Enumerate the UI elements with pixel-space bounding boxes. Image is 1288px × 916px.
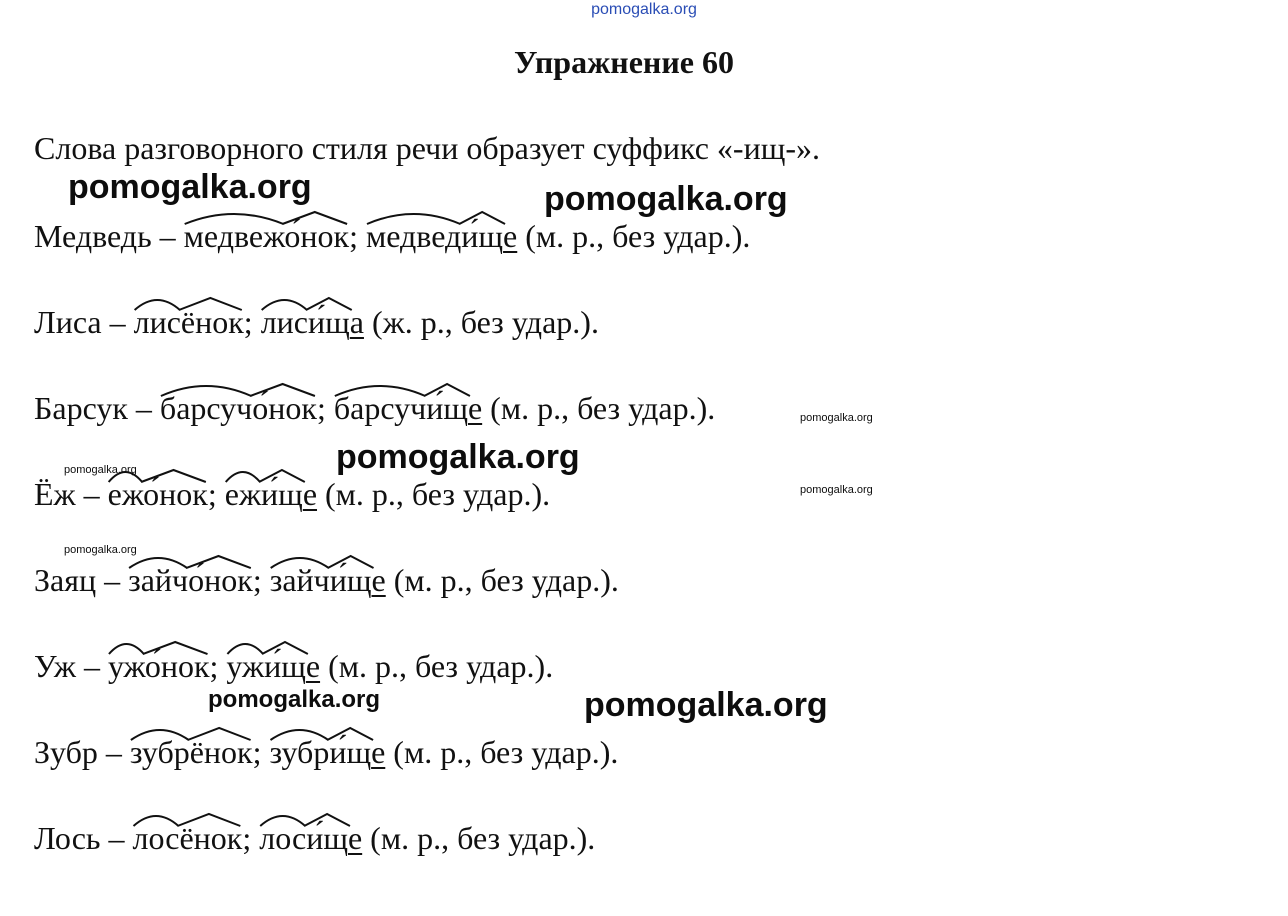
- word-suffix: и́щ: [329, 562, 372, 598]
- separator: ;: [316, 390, 334, 426]
- line-head: Лиса –: [34, 304, 134, 340]
- augmentative-word: [366, 218, 517, 255]
- example-line: [34, 390, 715, 427]
- word-suffix: о́: [252, 390, 269, 426]
- diminutive-word: [128, 562, 253, 599]
- word-suffix: о́: [144, 648, 161, 684]
- word-root: барсуч: [333, 390, 427, 426]
- word-suffix-rest: нок: [195, 304, 244, 340]
- augmentative-word: [225, 476, 317, 513]
- word-suffix-rest: нок: [193, 820, 243, 856]
- watermark: pomogalka.org: [584, 686, 828, 724]
- separator: ;: [252, 562, 270, 598]
- diminutive-word: [184, 218, 349, 255]
- word-ending: а: [349, 304, 364, 340]
- word-ending: е: [467, 390, 483, 426]
- word-suffix: о́: [188, 562, 205, 598]
- separator: ;: [242, 820, 260, 856]
- diminutive-word: [130, 734, 253, 771]
- word-ending: е: [503, 218, 518, 254]
- word-suffix-rest: нок: [300, 218, 350, 254]
- word-suffix: и́щ: [426, 390, 468, 426]
- word-suffix-rest: нок: [268, 390, 317, 426]
- word-suffix-rest: нок: [159, 476, 208, 512]
- word-suffix: и́щ: [264, 648, 306, 684]
- watermark: pomogalka.org: [544, 180, 788, 218]
- augmentative-word: [259, 820, 362, 857]
- line-head: Барсук –: [34, 390, 160, 426]
- line-tail: (м. р., без удар.).: [362, 820, 596, 856]
- word-suffix: и́щ: [461, 218, 504, 254]
- line-head: Зубр –: [34, 734, 130, 770]
- word-ending: е: [305, 648, 321, 684]
- word-root: лос: [259, 820, 307, 856]
- word-root: зайч: [269, 562, 330, 598]
- line-tail: (м. р., без удар.).: [482, 390, 716, 426]
- diminutive-word: [108, 648, 210, 685]
- separator: ;: [209, 648, 227, 684]
- example-line: [34, 218, 750, 255]
- word-suffix: о́: [143, 476, 160, 512]
- line-head: Лось –: [34, 820, 133, 856]
- word-root: еж: [224, 476, 262, 512]
- watermark: pomogalka.org: [800, 412, 873, 424]
- word-suffix: ё: [179, 820, 194, 856]
- word-root: зубр: [269, 734, 330, 770]
- diminutive-word: [160, 390, 317, 427]
- line-tail: (м. р., без удар.).: [385, 562, 619, 598]
- word-root: зубр: [129, 734, 190, 770]
- word-root: медвеж: [183, 218, 285, 254]
- line-head: Медведь –: [34, 218, 184, 254]
- diminutive-word: [108, 476, 208, 513]
- augmentative-word: [334, 390, 482, 427]
- word-root: лис: [260, 304, 308, 340]
- augmentative-word: [270, 562, 386, 599]
- word-ending: е: [302, 476, 318, 512]
- separator: ;: [207, 476, 225, 512]
- word-suffix: о́: [284, 218, 301, 254]
- word-suffix: и́щ: [329, 734, 372, 770]
- watermark: pomogalka.org: [208, 686, 381, 713]
- line-head: Заяц –: [34, 562, 129, 598]
- line-tail: (м. р., без удар.).: [517, 218, 751, 254]
- example-line: [34, 476, 550, 513]
- word-root: зайч: [128, 562, 189, 598]
- word-root: медвед: [365, 218, 462, 254]
- example-line: [34, 648, 553, 685]
- word-suffix-rest: нок: [203, 734, 253, 770]
- word-root: лис: [133, 304, 181, 340]
- word-suffix: ё: [180, 304, 196, 340]
- word-ending: е: [371, 562, 386, 598]
- watermark: pomogalka.org: [68, 168, 312, 206]
- word-ending: е: [347, 820, 363, 856]
- augmentative-word: [226, 648, 320, 685]
- word-root: барсуч: [159, 390, 253, 426]
- page-title: Упражнение 60: [513, 44, 734, 80]
- augmentative-word: [261, 304, 364, 341]
- word-suffix: и́щ: [306, 820, 348, 856]
- example-line: [34, 562, 619, 599]
- line-head: Ёж –: [34, 476, 108, 512]
- watermark: pomogalka.org: [336, 438, 580, 476]
- word-suffix: и́щ: [261, 476, 303, 512]
- word-suffix-rest: нок: [160, 648, 210, 684]
- word-ending: е: [371, 734, 386, 770]
- separator: ;: [252, 734, 270, 770]
- line-head: Уж –: [34, 648, 108, 684]
- intro-text: Слова разговорного стиля речи образует суффикс «-ищ-».: [34, 130, 820, 166]
- word-suffix: ё: [189, 734, 204, 770]
- word-suffix-rest: нок: [204, 562, 253, 598]
- augmentative-word: [269, 734, 385, 771]
- site-link[interactable]: pomogalka.org: [591, 1, 697, 18]
- example-line: [34, 820, 595, 857]
- line-tail: (ж. р., без удар.).: [363, 304, 599, 340]
- diminutive-word: [133, 820, 243, 857]
- separator: ;: [243, 304, 261, 340]
- word-root: лос: [132, 820, 180, 856]
- line-tail: (м. р., без удар.).: [320, 648, 554, 684]
- watermark: pomogalka.org: [64, 544, 137, 556]
- word-root: еж: [107, 476, 144, 512]
- example-line: [34, 734, 618, 771]
- word-root: уж: [226, 648, 265, 684]
- word-suffix: и́щ: [307, 304, 350, 340]
- example-line: [34, 304, 599, 341]
- watermark: pomogalka.org: [800, 484, 873, 496]
- line-tail: (м. р., без удар.).: [385, 734, 619, 770]
- line-tail: (м. р., без удар.).: [317, 476, 551, 512]
- separator: ;: [349, 218, 366, 254]
- watermark: pomogalka.org: [64, 464, 137, 476]
- diminutive-word: [134, 304, 244, 341]
- word-root: уж: [107, 648, 145, 684]
